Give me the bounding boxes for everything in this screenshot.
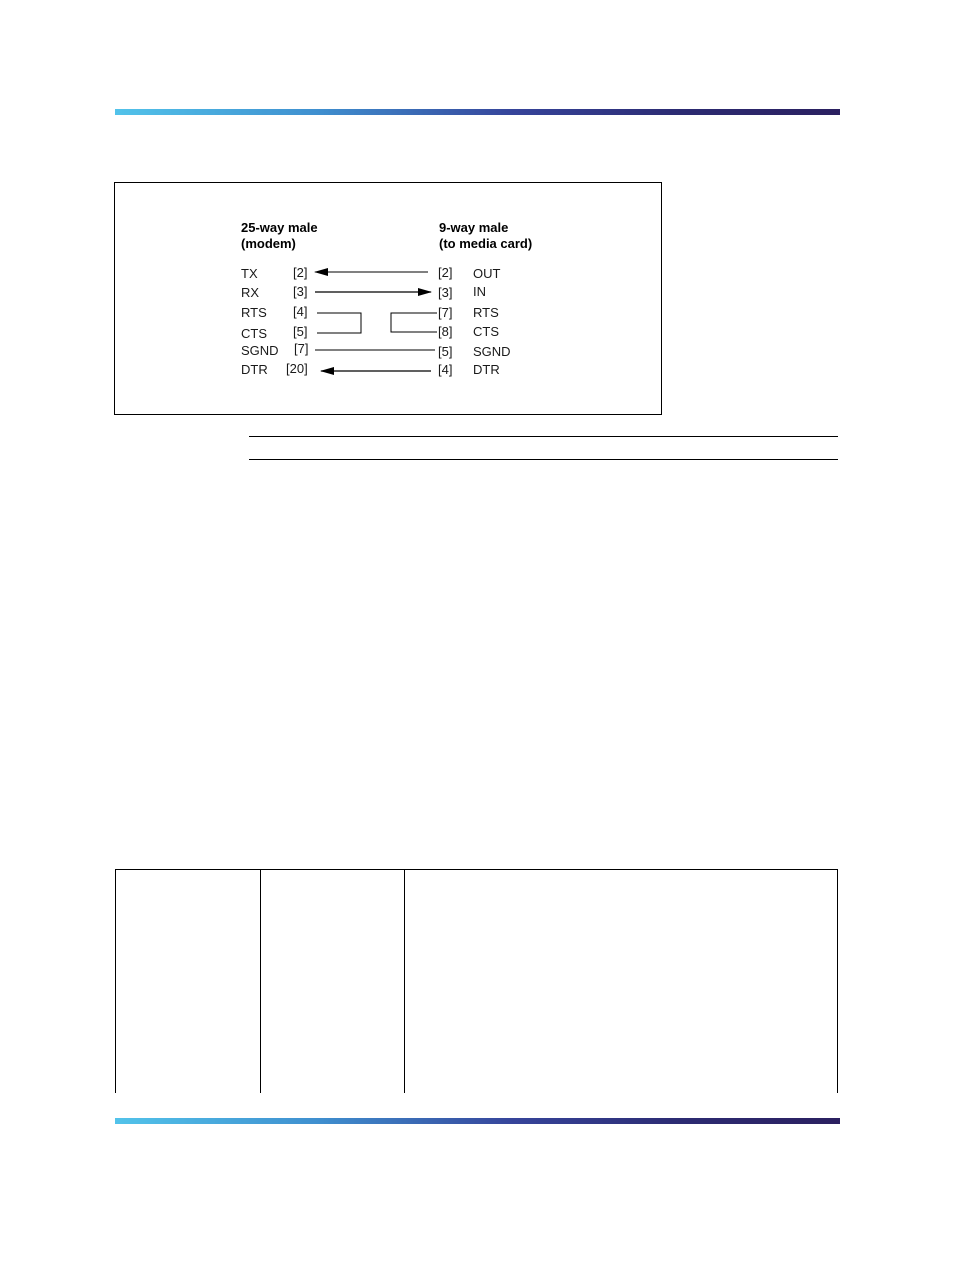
wiring-diagram-figure [114,182,662,415]
table-rule-bottom [249,459,838,460]
right-connector-subtitle: (to media card) [439,236,533,251]
left-pin-label: [7] [294,341,309,356]
left-signal-label: RX [241,285,260,300]
left-pin-label: [3] [293,284,308,299]
left-signal-label: CTS [241,326,267,341]
left-connector-title: 25-way male [241,220,318,235]
data-table [115,869,838,1093]
left-rts-cts-loop [317,313,361,333]
left-pin-label: [20] [286,361,308,376]
right-signal-label: SGND [473,344,511,359]
right-pin-label: [8] [438,324,453,339]
right-pin-label: [7] [438,305,453,320]
right-connector-title: 9-way male [439,220,509,235]
right-signal-label: CTS [473,324,499,339]
left-connector-subtitle: (modem) [241,236,296,251]
right-signal-label: OUT [473,266,501,281]
right-pin-label: [3] [438,285,453,300]
right-pin-label: [5] [438,344,453,359]
left-pin-label: [2] [293,265,308,280]
pinout-diagram [115,183,663,416]
right-pin-label: [4] [438,362,453,377]
table-column-divider [404,870,405,1093]
right-signal-label: DTR [473,362,500,377]
header-gradient-bar [115,109,840,115]
left-signal-label: DTR [241,362,268,377]
left-signal-label: SGND [241,343,279,358]
right-pin-label: [2] [438,265,453,280]
left-signal-label: RTS [241,305,267,320]
left-pin-label: [5] [293,324,308,339]
right-signal-label: RTS [473,305,499,320]
left-signal-label: TX [241,266,258,281]
table-column-divider [260,870,261,1093]
right-signal-label: IN [473,284,486,299]
left-pin-label: [4] [293,304,308,319]
table-rule-top [249,436,838,437]
footer-gradient-bar [115,1118,840,1124]
right-rts-cts-loop [391,313,437,332]
